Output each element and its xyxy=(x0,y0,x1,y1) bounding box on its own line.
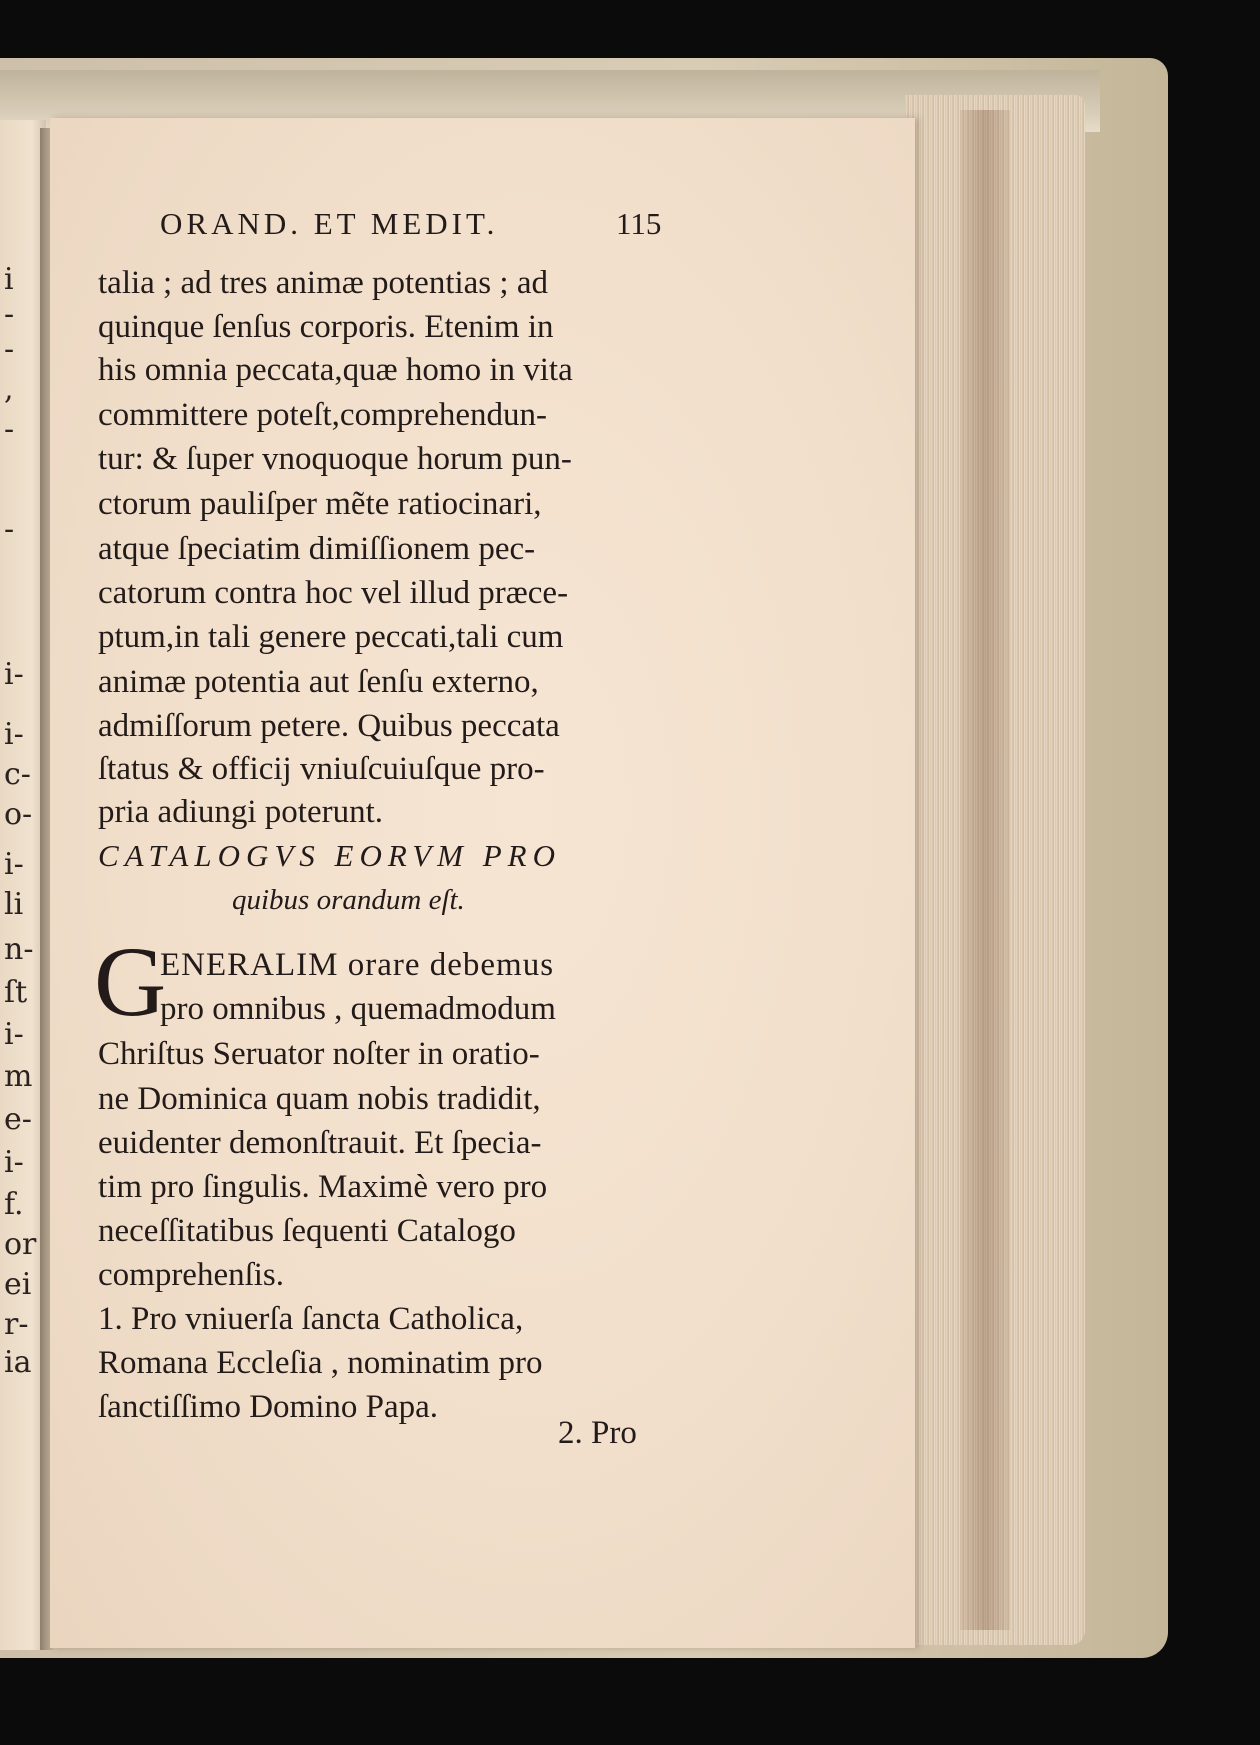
text-line: pria adiungi poterunt. xyxy=(98,794,384,830)
facing-page-fragment: or xyxy=(4,1227,37,1262)
fore-edge-shade xyxy=(960,110,1010,1630)
text-line: Romana Eccleſia , nominatim pro xyxy=(98,1345,543,1381)
facing-page-fragment: m xyxy=(4,1059,33,1094)
text-line: neceſſitatibus ſequenti Catalogo xyxy=(98,1213,516,1249)
text-line: quinque ſenſus corporis. Etenim in xyxy=(98,309,554,345)
facing-page-fragment: - xyxy=(4,412,15,447)
section-subheading: quibus orandum eſt. xyxy=(232,884,465,916)
text-line: tur: & ſuper vnoquoque horum pun- xyxy=(98,441,572,477)
text-line: pro omnibus , quemadmodum xyxy=(160,991,556,1027)
text-line: euidenter demonſtrauit. Et ſpecia- xyxy=(98,1125,542,1161)
text-line: Chriſtus Seruator noſter in oratio- xyxy=(98,1036,540,1072)
text-line: ne Dominica quam nobis tradidit, xyxy=(98,1081,541,1117)
facing-page-fragment: r- xyxy=(4,1307,29,1342)
facing-page-fragment: , xyxy=(4,372,14,407)
catchword: 2. Pro xyxy=(558,1415,637,1451)
facing-page-fragment: i- xyxy=(4,657,24,692)
text-line: committere poteſt,comprehendun- xyxy=(98,397,548,433)
page-number: 115 xyxy=(616,206,662,241)
facing-page-fragment: i- xyxy=(4,847,24,882)
running-head: ORAND. ET MEDIT. xyxy=(160,206,499,241)
text-line: ſanctiſſimo Domino Papa. xyxy=(98,1389,439,1425)
facing-page-fragment: i- xyxy=(4,1017,24,1052)
facing-page-fragment: c- xyxy=(4,757,31,792)
text-line: admiſſorum petere. Quibus peccata xyxy=(98,708,560,744)
drop-capital: G xyxy=(94,926,167,1037)
facing-page-fragment: - xyxy=(4,297,15,332)
text-line: comprehenſis. xyxy=(98,1257,285,1293)
text-line: 1. Pro vniuerſa ſancta Catholica, xyxy=(98,1301,524,1337)
text-line: talia ; ad tres animæ potentias ; ad xyxy=(98,265,548,301)
text-line: ſtatus & officij vniuſcuiuſque pro- xyxy=(98,751,545,787)
facing-page-fragment: li xyxy=(4,887,24,922)
facing-page-fragment: ei xyxy=(4,1267,32,1302)
facing-page-fragment: ia xyxy=(4,1345,32,1380)
text-line: catorum contra hoc vel illud præce- xyxy=(98,575,569,611)
text-line: atque ſpeciatim dimiſſionem pec- xyxy=(98,531,536,567)
facing-page-fragment: - xyxy=(4,332,15,367)
text-line: tim pro ſingulis. Maximè vero pro xyxy=(98,1169,548,1205)
text-line: ptum,in tali genere peccati,tali cum xyxy=(98,619,564,655)
facing-page-fragment: i- xyxy=(4,1145,24,1180)
facing-page-fragment: f. xyxy=(4,1187,24,1222)
facing-page-fragment: ſt xyxy=(4,975,28,1010)
facing-page-fragment: - xyxy=(4,512,15,547)
facing-page-fragment: i- xyxy=(4,717,24,752)
text-line: his omnia peccata,quæ homo in vita xyxy=(98,352,573,388)
text-line: ctorum pauliſper mẽte ratiocinari, xyxy=(98,486,542,522)
text-line: ENERALIM orare debemus xyxy=(160,947,555,983)
facing-page-fragment: n- xyxy=(4,932,34,967)
facing-page-fragment: e- xyxy=(4,1102,32,1137)
section-heading: CATALOGVS EORVM PRO xyxy=(98,838,562,873)
text-line: animæ potentia aut ſenſu externo, xyxy=(98,664,539,700)
facing-page-fragment: i xyxy=(4,262,14,297)
facing-page-fragment: o- xyxy=(4,797,33,832)
